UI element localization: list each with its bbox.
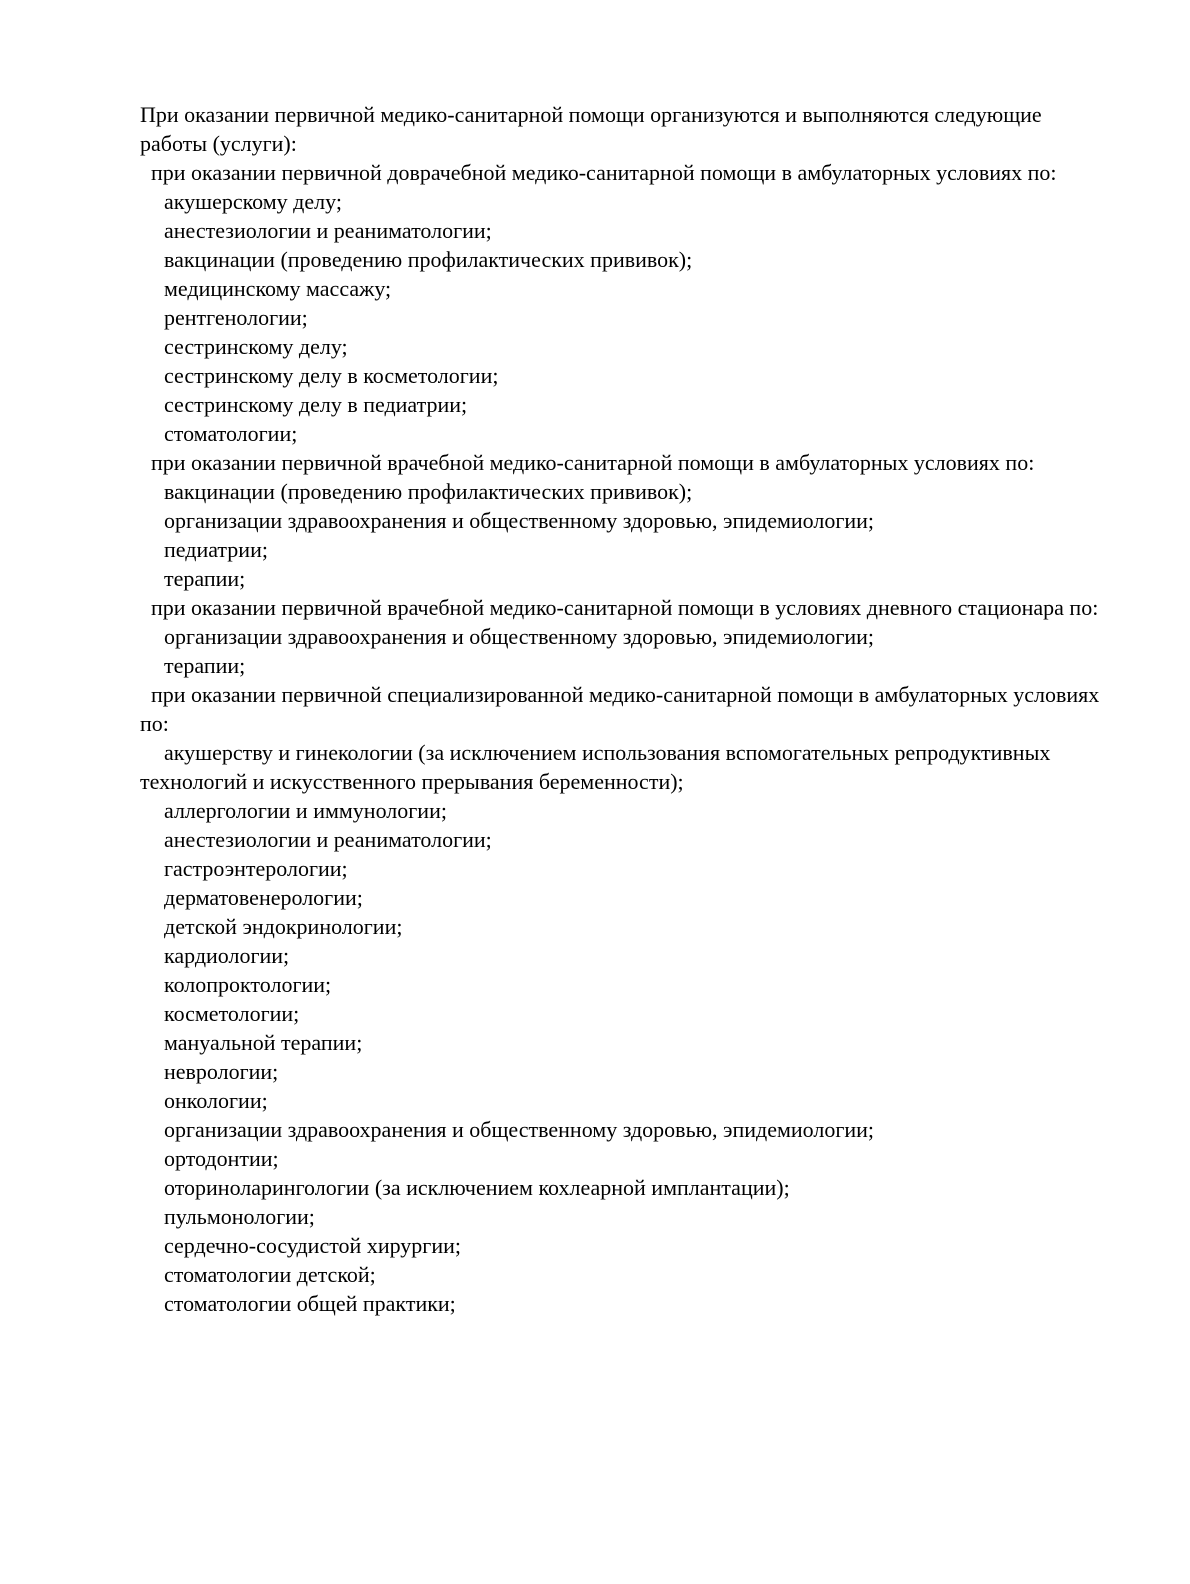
service-item: акушерству и гинекологии (за исключением использования вспомогательных репродуктивных технологий и искусственного прерывания беременности); [140,740,1051,794]
service-item: вакцинации (проведению профилактических прививок); [164,247,693,272]
service-item: мануальной терапии; [164,1030,363,1055]
section-heading: при оказании первичной доврачебной медико-санитарной помощи в амбулаторных условиях по: [151,160,1057,185]
service-item: стоматологии детской; [164,1262,376,1287]
service-item: оториноларингологии (за исключением кохлеарной имплантации); [164,1175,790,1200]
service-item: аллергологии и иммунологии; [164,798,447,823]
license-services-text [140,100,1108,1318]
service-item: организации здравоохранения и общественному здоровью, эпидемиологии; [164,1117,875,1142]
service-item: анестезиологии и реаниматологии; [164,218,492,243]
section-heading: при оказании первичной врачебной медико-санитарной помощи в условиях дневного стационара по: [151,595,1099,620]
service-item: сестринскому делу; [164,334,348,359]
service-item: сестринскому делу в педиатрии; [164,392,468,417]
service-item: акушерскому делу; [164,189,342,214]
service-item: колопроктологии; [164,972,332,997]
service-item: детской эндокринологии; [164,914,403,939]
service-item: вакцинации (проведению профилактических прививок); [164,479,693,504]
service-item: анестезиологии и реаниматологии; [164,827,492,852]
service-item: ортодонтии; [164,1146,279,1171]
service-item: онкологии; [164,1088,268,1113]
section-heading: при оказании первичной специализированной медико-санитарной помощи в амбулаторных условиях по: [140,682,1100,736]
service-item: сестринскому делу в косметологии; [164,363,499,388]
service-item: стоматологии общей практики; [164,1291,456,1316]
service-item: кардиологии; [164,943,290,968]
service-item: рентгенологии; [164,305,308,330]
section-heading: при оказании первичной врачебной медико-санитарной помощи в амбулаторных условиях по: [151,450,1035,475]
service-item: педиатрии; [164,537,268,562]
service-item: гастроэнтерологии; [164,856,348,881]
service-item: организации здравоохранения и общественному здоровью, эпидемиологии; [164,508,875,533]
intro-paragraph: При оказании первичной медико-санитарной помощи организуются и выполняются следующие работы (услуги): [140,102,1042,156]
service-item: дерматовенерологии; [164,885,363,910]
service-item: терапии; [164,566,246,591]
service-item: медицинскому массажу; [164,276,392,301]
service-item: косметологии; [164,1001,300,1026]
service-item: стоматологии; [164,421,298,446]
service-item: терапии; [164,653,246,678]
sections-container [140,158,1108,1318]
service-item: сердечно-сосудистой хирургии; [164,1233,461,1258]
service-item: неврологии; [164,1059,279,1084]
service-item: организации здравоохранения и общественному здоровью, эпидемиологии; [164,624,875,649]
service-item: пульмонологии; [164,1204,315,1229]
